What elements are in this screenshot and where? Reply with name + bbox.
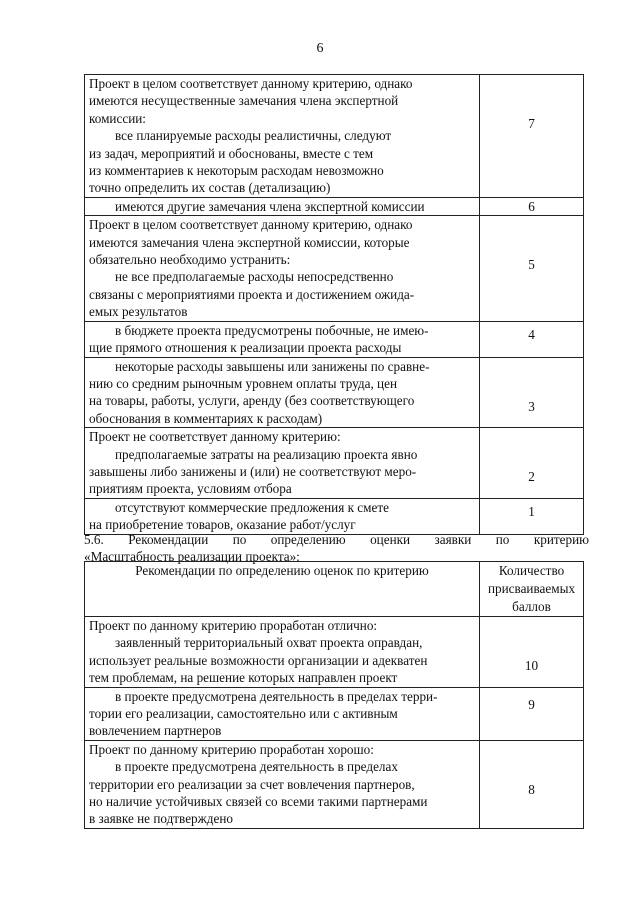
criterion-line: территории его реализации за счет вовлечения партнеров, <box>89 776 415 792</box>
score-cell: 2 <box>480 428 584 499</box>
header-score-line: присваиваемых <box>487 581 576 596</box>
criterion-text <box>85 617 480 688</box>
criterion-line: завышены либо занижены и (или) не соответствуют меро- <box>89 463 417 479</box>
table-row <box>85 687 584 740</box>
criterion-line: из задач, мероприятий и обоснованы, вместе с тем <box>89 145 374 161</box>
score-cell: 6 <box>480 197 584 215</box>
table-row <box>85 75 584 198</box>
criterion-line: нию со средним рыночным уровнем оплаты труда, цен <box>89 375 398 391</box>
criterion-line: в проекте предусмотрена деятельность в пределах терри- <box>115 688 438 704</box>
criterion-line: Проект по данному критерию проработан хорошо: <box>89 741 374 757</box>
score-cell: 1 <box>480 498 584 534</box>
criterion-line: тории его реализации, самостоятельно или с активным <box>89 706 398 722</box>
score-cell: 8 <box>480 740 584 828</box>
criterion-line: комиссии: <box>89 110 146 126</box>
criterion-text <box>85 197 480 215</box>
criterion-line: отсутствуют коммерческие предложения к смете <box>115 499 389 515</box>
criterion-line: обоснования в комментариях к расходам) <box>89 410 323 426</box>
criterion-line: имеются замечания члена экспертной комиссии, которые <box>89 234 410 250</box>
criterion-line: емых результатов <box>89 304 188 320</box>
criterion-line: щие прямого отношения к реализации проекта расходы <box>89 340 402 356</box>
criterion-line: обязательно необходимо устранить: <box>89 252 291 268</box>
table-row <box>85 617 584 688</box>
table-row <box>85 321 584 357</box>
table-row <box>85 498 584 534</box>
criterion-line: Проект не соответствует данному критерию: <box>89 429 341 445</box>
criterion-text <box>85 357 480 428</box>
criterion-line: Проект в целом соответствует данному критерию, однако <box>89 76 413 91</box>
score-cell: 7 <box>480 75 584 198</box>
score-cell: 5 <box>480 216 584 321</box>
header-score-line: Количество <box>498 563 565 578</box>
page-number: 6 <box>316 41 324 56</box>
criterion-text <box>85 75 480 198</box>
criterion-line: в заявке не подтверждено <box>89 811 233 827</box>
header-score-line: баллов <box>512 599 551 614</box>
criterion-line: из комментариев к некоторым расходам невозможно <box>89 163 384 179</box>
criterion-line: имеются другие замечания члена экспертной комиссии <box>115 198 425 214</box>
criterion-line: не все предполагаемые расходы непосредственно <box>115 269 394 285</box>
criterion-line: Проект в целом соответствует данному критерию, однако <box>89 217 413 233</box>
criterion-line: все планируемые расходы реалистичны, следуют <box>115 128 392 144</box>
criterion-text <box>85 687 480 740</box>
header-recommendations-text: Рекомендации по определению оценок по критерию <box>135 563 429 578</box>
table-row <box>85 197 584 215</box>
criterion-text <box>85 321 480 357</box>
score-cell: 4 <box>480 321 584 357</box>
criterion-line: точно определить их состав (детализацию) <box>89 180 331 196</box>
criterion-line: некоторые расходы завышены или занижены по сравне- <box>115 358 430 374</box>
criterion-line: в бюджете проекта предусмотрены побочные, не имею- <box>115 322 429 338</box>
criterion-line: на приобретение товаров, оказание работ/услуг <box>89 517 356 533</box>
criterion-line: но наличие устойчивых связей со всеми такими партнерами <box>89 794 428 810</box>
score-cell: 10 <box>480 617 584 688</box>
criterion-line: Проект по данному критерию проработан отлично: <box>89 618 378 633</box>
criteria-table-budget <box>84 74 584 535</box>
section-heading-line2: «Масштабность реализации проекта»: <box>84 549 300 564</box>
criterion-text <box>85 428 480 499</box>
criterion-line: предполагаемые затраты на реализацию проекта явно <box>115 446 418 462</box>
header-score <box>480 562 584 617</box>
criterion-text <box>85 498 480 534</box>
criterion-line: связаны с мероприятиями проекта и достижением ожида- <box>89 286 415 302</box>
table-row <box>85 357 584 428</box>
criterion-line: имеются несущественные замечания члена экспертной <box>89 93 399 109</box>
table-row <box>85 428 584 499</box>
criterion-line: приятиям проекта, условиям отбора <box>89 481 292 497</box>
score-cell: 3 <box>480 357 584 428</box>
criterion-line: использует реальные возможности организации и адекватен <box>89 652 428 668</box>
header-recommendations <box>85 562 480 617</box>
table-row <box>85 216 584 321</box>
criterion-text <box>85 740 480 828</box>
table-header-row <box>85 562 584 617</box>
table-row <box>85 740 584 828</box>
criterion-line: вовлечением партнеров <box>89 723 222 739</box>
score-cell: 9 <box>480 687 584 740</box>
criterion-line: тем проблемам, на решение которых направлен проект <box>89 670 398 686</box>
criterion-text <box>85 216 480 321</box>
criterion-line: заявленный территориальный охват проекта оправдан, <box>115 635 423 651</box>
section-heading-line1: 5.6. Рекомендации по определению оценки заявки по критерию <box>84 532 589 547</box>
criteria-table-scale <box>84 561 584 829</box>
criterion-line: в проекте предусмотрена деятельность в пределах <box>115 759 398 775</box>
criterion-line: на товары, работы, услуги, аренду (без соответствующего <box>89 393 415 409</box>
